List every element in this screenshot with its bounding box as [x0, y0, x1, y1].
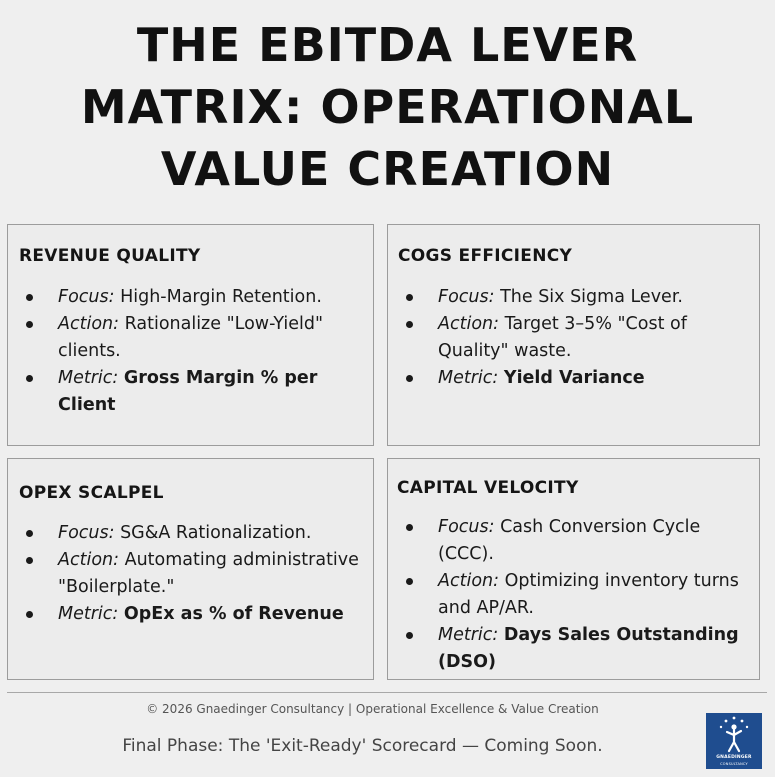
metric-text: Gross Margin % per Client [58, 368, 318, 415]
metric-item [397, 622, 755, 676]
focus-label: Focus: [58, 523, 115, 543]
opex-scalpel-heading: OPEX SCALPEL [19, 483, 164, 503]
opex-scalpel-card [7, 458, 374, 680]
logo-name: GNAEDINGER [716, 755, 752, 760]
bullet-icon [406, 524, 413, 531]
metric-item [397, 365, 752, 392]
metric-item [17, 601, 362, 628]
cogs-efficiency-heading: COGS EFFICIENCY [398, 246, 573, 266]
focus-text: High-Margin Retention. [120, 287, 322, 307]
action-label: Action: [438, 314, 500, 334]
action-label: Action: [438, 571, 500, 591]
bullet-icon [406, 632, 413, 639]
metric-label: Metric: [438, 625, 499, 645]
metric-label: Metric: [58, 604, 119, 624]
bullet-icon [26, 530, 33, 537]
bullet-icon [406, 321, 413, 328]
metric-label: Metric: [58, 368, 119, 388]
title-line-2: MATRIX: OPERATIONAL [80, 80, 695, 134]
bullet-icon [26, 611, 33, 618]
metric-text: Days Sales Outstanding (DSO) [438, 625, 739, 672]
bullet-icon [406, 375, 413, 382]
cogs-efficiency-card [387, 224, 760, 446]
action-label: Action: [58, 314, 120, 334]
focus-item [397, 514, 755, 568]
bullet-icon [26, 294, 33, 301]
focus-label: Focus: [58, 287, 115, 307]
cogs-efficiency-list [397, 284, 752, 392]
focus-item [397, 284, 752, 311]
logo-subtitle: CONSULTANCY [720, 762, 748, 766]
metric-text: Yield Variance [503, 368, 645, 388]
revenue-quality-card [7, 224, 374, 446]
copyright-text: © 2026 Gnaedinger Consultancy | Operational Excellence & Value Creation [146, 702, 599, 716]
bullet-icon [26, 321, 33, 328]
action-text: Target 3–5% "Cost of Quality" waste. [438, 314, 687, 361]
metric-item [17, 365, 362, 419]
logo-figure-icon [706, 713, 762, 755]
capital-velocity-list [397, 514, 755, 676]
action-item [17, 311, 362, 365]
capital-velocity-heading: CAPITAL VELOCITY [397, 478, 579, 498]
bullet-icon [26, 557, 33, 564]
focus-text: The Six Sigma Lever. [500, 287, 683, 307]
capital-velocity-card [387, 458, 760, 680]
focus-text: SG&A Rationalization. [120, 523, 312, 543]
action-text: Automating administrative "Boilerplate." [58, 550, 359, 597]
metric-text: OpEx as % of Revenue [123, 604, 344, 624]
action-item [397, 568, 755, 622]
title-line-3: VALUE CREATION [160, 142, 615, 196]
revenue-quality-heading: REVENUE QUALITY [19, 246, 201, 266]
coming-soon-text: Final Phase: The 'Exit-Ready' Scorecard — Coming Soon. [122, 736, 603, 756]
focus-item [17, 520, 362, 547]
title-line-1: THE EBITDA LEVER [136, 18, 639, 72]
action-item [397, 311, 752, 365]
focus-item [17, 284, 362, 311]
bullet-icon [26, 375, 33, 382]
action-text: Optimizing inventory turns and AP/AR. [438, 571, 739, 618]
revenue-quality-list [17, 284, 362, 419]
bullet-icon [406, 578, 413, 585]
company-logo [706, 713, 762, 769]
footer-divider [7, 692, 767, 693]
action-label: Action: [58, 550, 120, 570]
action-item [17, 547, 362, 601]
page-title [0, 14, 775, 200]
action-text: Rationalize "Low-Yield" clients. [58, 314, 324, 361]
focus-label: Focus: [438, 287, 495, 307]
opex-scalpel-list [17, 520, 362, 628]
bullet-icon [406, 294, 413, 301]
focus-label: Focus: [438, 517, 495, 537]
metric-label: Metric: [438, 368, 499, 388]
focus-text: Cash Conversion Cycle (CCC). [438, 517, 701, 564]
